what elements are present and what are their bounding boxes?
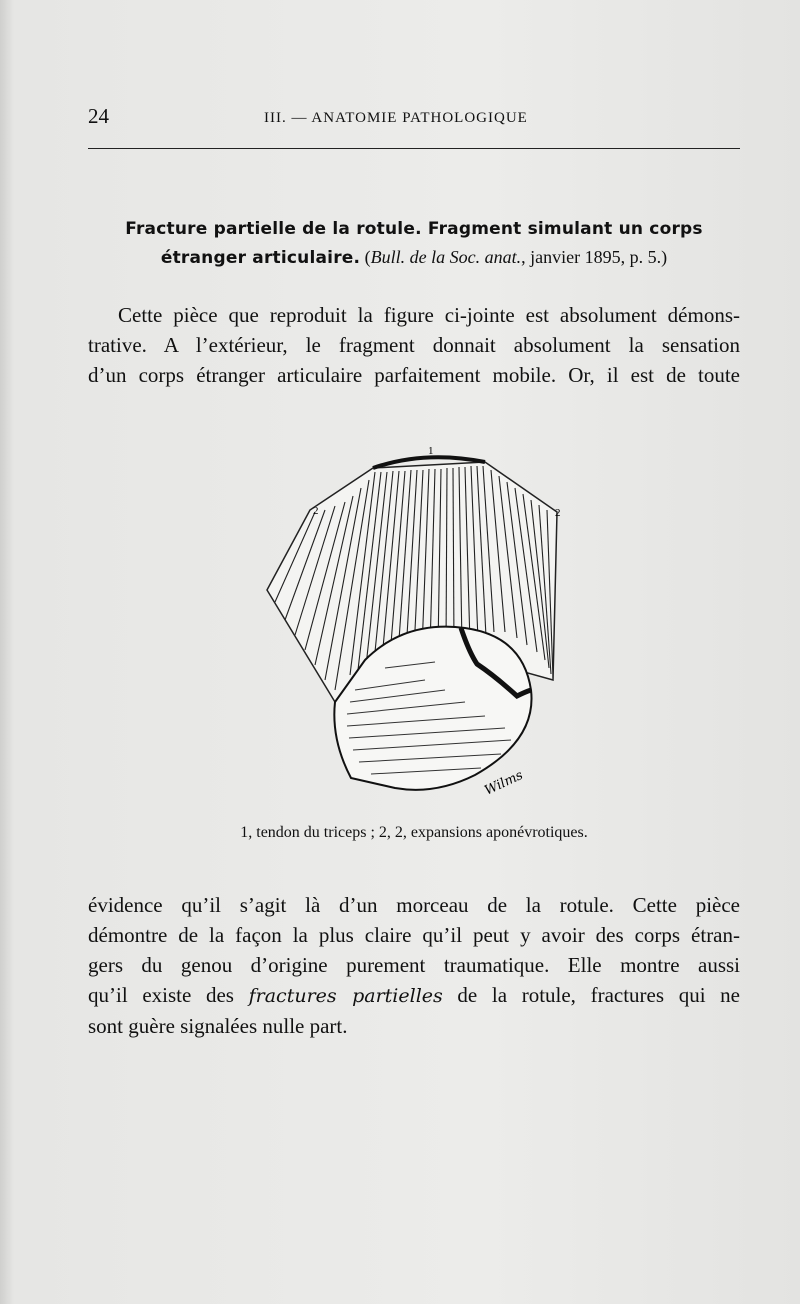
page-number: 24: [88, 104, 109, 128]
figure-caption: 1, tendon du triceps ; 2, 2, expansions aponévrotiques.: [240, 824, 588, 841]
figure-label-2-right: 2: [555, 507, 561, 519]
patella-illustration: [255, 440, 585, 810]
paragraph-1-line: Cette pièce que reproduit la figure ci-jointe est absolument démons-: [118, 303, 740, 327]
line4-pre: qu’il existe des: [88, 983, 249, 1007]
line4-post: de la rotule, fractures qui ne: [442, 983, 740, 1007]
header-rule: [88, 148, 740, 149]
paragraph-2-line: démontre de la façon la plus claire qu’il peut y avoir des corps étran-: [88, 923, 740, 947]
section-title: [88, 214, 740, 272]
citation-rest: , janvier 1895, p. 5.): [521, 247, 668, 267]
paragraph-1-line: d’un corps étranger articulaire parfaitement mobile. Or, il est de toute: [88, 363, 740, 387]
citation-prefix: (: [360, 247, 371, 267]
paragraph-2-line: gers du genou d’origine purement traumatique. Elle montre aussi: [88, 953, 740, 977]
italic-phrase: fractures partielles: [248, 985, 443, 1007]
title-bold-text: Fracture partielle de la rotule. Fragment simulant un corps étranger articulaire.: [125, 219, 703, 268]
paragraph-2: [88, 890, 740, 1041]
page-header: [88, 104, 740, 144]
paragraph-1-line: trative. A l’extérieur, le fragment donnait absolument la sensation: [88, 333, 740, 357]
paragraph-1: [88, 300, 740, 390]
figure-label-2-left: 2: [313, 505, 319, 517]
running-head: III. — ANATOMIE PATHOLOGIQUE: [264, 110, 528, 126]
paragraph-2-line: évidence qu’il s’agit là d’un morceau de la rotule. Cette pièce: [88, 893, 740, 917]
artist-signature: Wilms: [482, 767, 526, 799]
paragraph-2-line: sont guère signalées nulle part.: [88, 1014, 348, 1038]
citation-journal: Bull. de la Soc. anat.: [370, 247, 522, 267]
figure-label-1: 1: [428, 445, 434, 457]
paragraph-2-line-italic: [88, 980, 740, 1011]
